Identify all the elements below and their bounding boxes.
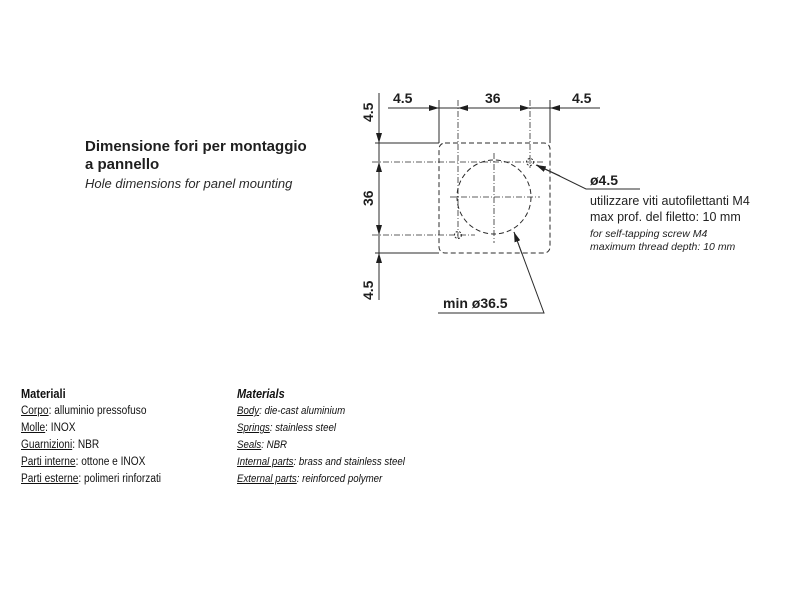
dim-top-right: 4.5	[572, 90, 592, 106]
materials-english	[237, 386, 405, 488]
materials-it-item	[21, 437, 161, 454]
dim-left-mid: 36	[360, 190, 376, 206]
leader-circle-arrow	[514, 232, 522, 254]
title-english: Hole dimensions for panel mounting	[85, 176, 293, 191]
dim-left-bottom: 4.5	[360, 280, 376, 300]
material-key: Molle	[21, 422, 46, 434]
materials-it-item	[21, 420, 161, 437]
materials-en-item	[237, 437, 405, 454]
leader-hole-arrow	[536, 165, 560, 176]
material-key: Corpo	[21, 405, 49, 417]
materials-en-item	[237, 403, 405, 420]
dim-top-mid: 36	[485, 90, 501, 106]
material-key: Internal parts	[237, 456, 294, 468]
leader-hole	[537, 165, 640, 189]
materials-it-item	[21, 471, 161, 488]
materials-en-item	[237, 471, 405, 488]
material-key: Seals	[237, 439, 262, 451]
hole-note-en-2: maximum thread depth: 10 mm	[590, 241, 736, 253]
material-value: : reinforced polymer	[296, 473, 383, 485]
material-key: Body	[237, 405, 260, 417]
material-key: Parti esterne	[21, 473, 79, 485]
title-italian-line2: a pannello	[85, 156, 160, 173]
title-italian-line1: Dimensione fori per montaggio	[85, 138, 307, 155]
dim-top-left: 4.5	[393, 90, 413, 106]
hole-note-it-1: utilizzare viti autofilettanti M4	[590, 194, 750, 208]
circle-diameter-label: min ø36.5	[443, 295, 508, 311]
materials-it-heading: Materiali	[21, 387, 66, 401]
material-value: : brass and stainless steel	[293, 456, 405, 468]
material-key: External parts	[237, 473, 297, 485]
material-value: : die-cast aluminium	[259, 405, 346, 417]
material-key: Guarnizioni	[21, 439, 73, 451]
material-key: Springs	[237, 422, 270, 434]
material-value: : NBR	[261, 439, 288, 451]
materials-italian	[21, 386, 161, 488]
dim-left-top: 4.5	[360, 102, 376, 122]
material-value: : alluminio pressofuso	[48, 405, 147, 417]
material-value: : NBR	[72, 439, 100, 451]
hole-note-en-1: for self-tapping screw M4	[590, 228, 708, 240]
material-value: : polimeri rinforzati	[78, 473, 162, 485]
hole-diameter-label: ø4.5	[590, 172, 619, 188]
materials-en-heading: Materials	[237, 387, 285, 401]
hole-note-it-2: max prof. del filetto: 10 mm	[590, 210, 741, 224]
materials-en-item	[237, 420, 405, 437]
materials-it-item	[21, 454, 161, 471]
material-value: : stainless steel	[269, 422, 336, 434]
material-value: : ottone e INOX	[75, 456, 146, 468]
materials-en-item	[237, 454, 405, 471]
material-key: Parti interne	[21, 456, 76, 468]
material-value: : INOX	[45, 422, 76, 434]
flange-outline	[439, 143, 550, 253]
materials-it-item	[21, 403, 161, 420]
